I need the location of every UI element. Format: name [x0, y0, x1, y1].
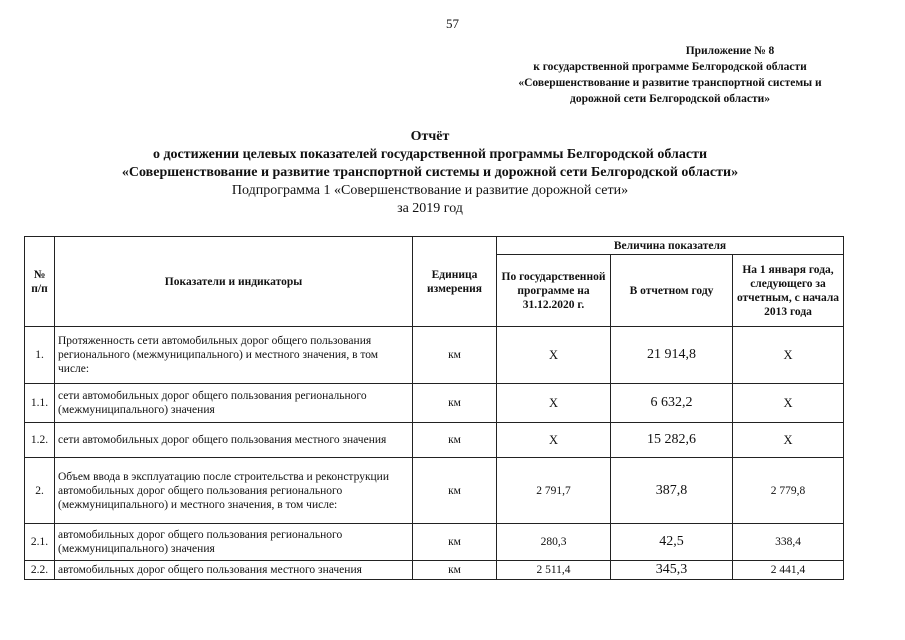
row-plan: Х	[497, 384, 611, 423]
row-actual: 387,8	[611, 458, 733, 524]
header-num: № п/п	[25, 237, 55, 327]
row-num: 1.	[25, 327, 55, 384]
row-unit: км	[413, 423, 497, 458]
row-name: Протяженность сети автомобильных дорог общего пользования регионального (межмуниципального) и местного значения, в том числе:	[55, 327, 413, 384]
row-name: автомобильных дорог общего пользования регионального (межмуниципального) значения	[55, 524, 413, 561]
row-plan: 280,3	[497, 524, 611, 561]
page-number: 57	[446, 16, 459, 31]
row-plan: Х	[497, 423, 611, 458]
table-row	[25, 384, 844, 423]
header-start: На 1 января года, следующего за отчетным, с начала 2013 года	[733, 255, 844, 327]
header-actual: В отчетном году	[611, 255, 733, 327]
row-unit: км	[413, 384, 497, 423]
row-num: 2.1.	[25, 524, 55, 561]
row-unit: км	[413, 327, 497, 384]
table-row	[25, 561, 844, 580]
row-unit: км	[413, 524, 497, 561]
indicators-table	[24, 236, 844, 580]
row-num: 2.	[25, 458, 55, 524]
title-subject: о достижении целевых показателей государственной программы Белгородской области	[152, 147, 708, 162]
row-unit: км	[413, 458, 497, 524]
row-plan: 2 511,4	[497, 561, 611, 580]
appendix-number: Приложение № 8	[685, 45, 775, 57]
appendix-program-line: к государственной программе Белгородской области	[533, 61, 807, 73]
title-subprogram: Подпрограмма 1 «Совершенствование и развитие дорожной сети»	[231, 183, 629, 198]
row-actual: 21 914,8	[611, 327, 733, 384]
header-name: Показатели и индикаторы	[55, 237, 413, 327]
row-actual: 6 632,2	[611, 384, 733, 423]
table-row	[25, 423, 844, 458]
row-unit: км	[413, 561, 497, 580]
row-start: 2 779,8	[733, 458, 844, 524]
appendix-program-name-1: «Совершенствование и развитие транспортной системы и	[518, 77, 822, 89]
row-plan: 2 791,7	[497, 458, 611, 524]
table-row	[25, 524, 844, 561]
row-name: автомобильных дорог общего пользования местного значения	[55, 561, 413, 580]
row-start: Х	[733, 327, 844, 384]
row-num: 1.2.	[25, 423, 55, 458]
row-num: 1.1.	[25, 384, 55, 423]
row-plan: Х	[497, 327, 611, 384]
report-title	[0, 128, 860, 218]
row-actual: 345,3	[611, 561, 733, 580]
row-name: Объем ввода в эксплуатацию после строительства и реконструкции автомобильных дорог общего пользования регионального (межмуниципального) и местного значения, в том числе:	[55, 458, 413, 524]
row-start: 2 441,4	[733, 561, 844, 580]
row-start: 338,4	[733, 524, 844, 561]
appendix-program-name-2: дорожной сети Белгородской области»	[570, 93, 770, 105]
row-actual: 42,5	[611, 524, 733, 561]
title-word: Отчёт	[410, 129, 450, 144]
row-name: сети автомобильных дорог общего пользования регионального (межмуниципального) значения	[55, 384, 413, 423]
header-unit: Единица измерения	[413, 237, 497, 327]
row-actual: 15 282,6	[611, 423, 733, 458]
table-row	[25, 327, 844, 384]
row-start: Х	[733, 423, 844, 458]
header-value-group: Величина показателя	[497, 237, 844, 255]
row-num: 2.2.	[25, 561, 55, 580]
row-name: сети автомобильных дорог общего пользования местного значения	[55, 423, 413, 458]
title-program: «Совершенствование и развитие транспортной системы и дорожной сети Белгородской области»	[121, 165, 739, 180]
header-plan: По государственной программе на 31.12.2020 г.	[497, 255, 611, 327]
title-year: за 2019 год	[397, 201, 463, 216]
appendix-block	[470, 43, 870, 107]
row-start: Х	[733, 384, 844, 423]
table-row	[25, 458, 844, 524]
